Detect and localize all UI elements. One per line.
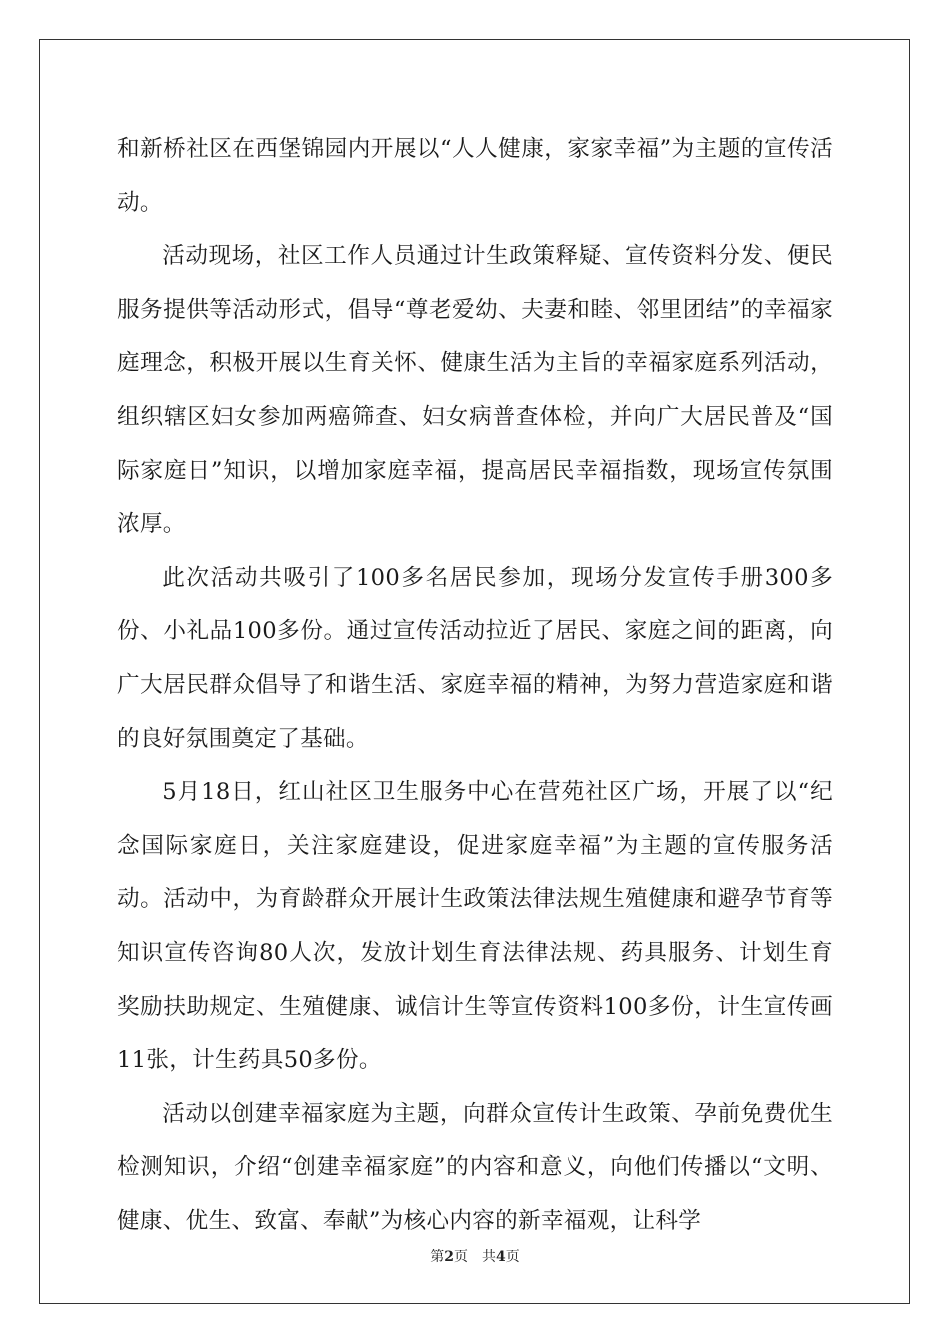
page-footer [0, 1248, 950, 1266]
total-suffix: 页 [505, 1249, 520, 1265]
total-prefix: 共 [482, 1249, 496, 1265]
paragraph-5: 活动以创建幸福家庭为主题，向群众宣传计生政策、孕前免费优生检测知识，介绍“创建幸福家庭”的内容和意义，向他们传播以“文明、健康、优生、致富、奉献”为核心内容的新幸福观，让科学 [117, 1100, 833, 1234]
total-pages: 4 [496, 1249, 506, 1265]
page-prefix: 第 [430, 1249, 445, 1265]
paragraph-1: 和新桥社区在西堡锦园内开展以“人人健康，家家幸福”为主题的宣传活动。 [117, 136, 833, 216]
paragraph-4: 5月18日，红山社区卫生服务中心在营苑社区广场，开展了以“纪念国际家庭日，关注家庭建设，促进家庭幸福”为主题的宣传服务活动。活动中，为育龄群众开展计生政策法律法规生殖健康和避孕节育等知识宣传咨询80人次，发放计划生育法律法规、药具服务、计划生育奖励扶助规定、生殖健康、诚信计生等宣传资料100多份，计生宣传画11张，计生药具50多份。 [117, 779, 833, 1074]
page-number: 2 [444, 1249, 454, 1265]
paragraph-3: 此次活动共吸引了100多名居民参加，现场分发宣传手册300多份、小礼品100多份。通过宣传活动拉近了居民、家庭之间的距离，向广大居民群众倡导了和谐生活、家庭幸福的精神，为努力营造家庭和谐的良好氛围奠定了基础。 [117, 564, 833, 752]
paragraph-2: 活动现场，社区工作人员通过计生政策释疑、宣传资料分发、便民服务提供等活动形式，倡导“尊老爱幼、夫妻和睦、邻里团结”的幸福家庭理念，积极开展以生育关怀、健康生活为主旨的幸福家庭系列活动，组织辖区妇女参加两癌筛查、妇女病普查体检，并向广大居民普及“国际家庭日”知识，以增加家庭幸福，提高居民幸福指数，现场宣传氛围浓厚。 [117, 243, 833, 538]
page-suffix: 页 [454, 1249, 468, 1265]
document-body [117, 123, 833, 1248]
